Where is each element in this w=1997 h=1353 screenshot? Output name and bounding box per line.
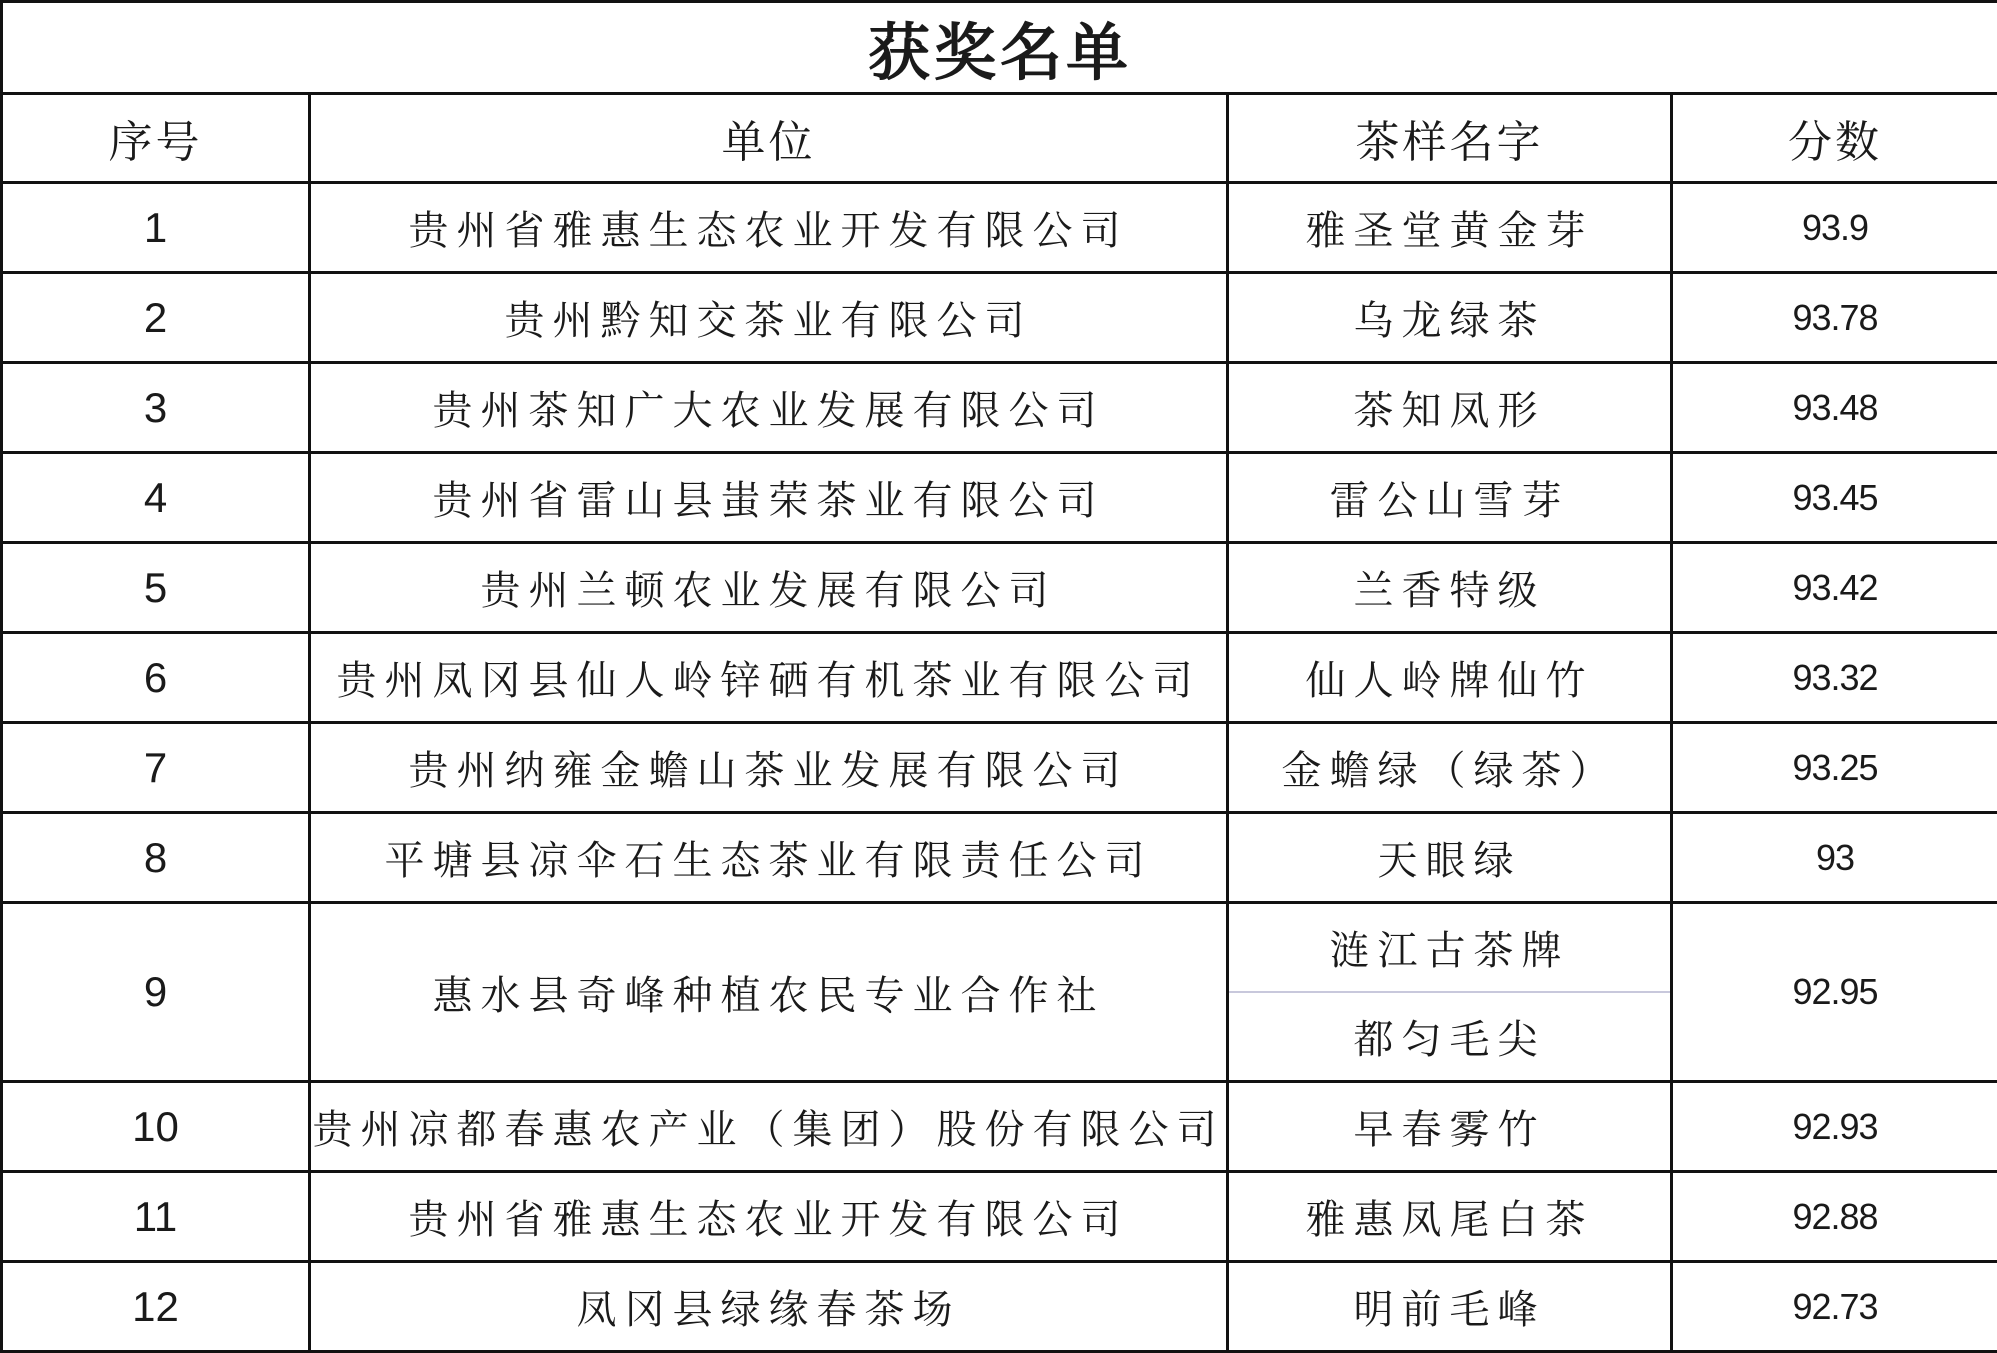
table-body — [2, 183, 1997, 1352]
cell-sample: 雅惠凤尾白茶 — [1228, 1172, 1672, 1262]
header-row — [2, 94, 1997, 183]
cell-sample: 天眼绿 — [1228, 813, 1672, 903]
cell-index: 4 — [2, 453, 310, 543]
cell-index: 3 — [2, 363, 310, 453]
cell-score: 93 — [1672, 813, 1997, 903]
cell-sample: 明前毛峰 — [1228, 1262, 1672, 1352]
cell-index: 10 — [2, 1082, 310, 1172]
cell-index: 7 — [2, 723, 310, 813]
cell-sample: 金蟾绿（绿茶） — [1228, 723, 1672, 813]
cell-unit: 贵州省雅惠生态农业开发有限公司 — [310, 1172, 1228, 1262]
cell-score: 93.48 — [1672, 363, 1997, 453]
cell-sample: 乌龙绿茶 — [1228, 273, 1672, 363]
cell-score: 93.25 — [1672, 723, 1997, 813]
cell-unit: 贵州凤冈县仙人岭锌硒有机茶业有限公司 — [310, 633, 1228, 723]
table-row — [2, 723, 1997, 813]
column-header-index: 序号 — [2, 94, 310, 183]
table-row — [2, 273, 1997, 363]
table-row — [2, 183, 1997, 273]
cell-score: 93.9 — [1672, 183, 1997, 273]
cell-sample: 兰香特级 — [1228, 543, 1672, 633]
sheet-title: 获奖名单 — [2, 2, 1997, 94]
cell-score: 92.93 — [1672, 1082, 1997, 1172]
cell-sample: 雷公山雪芽 — [1228, 453, 1672, 543]
table-row — [2, 813, 1997, 903]
cell-score: 93.45 — [1672, 453, 1997, 543]
cell-unit: 贵州纳雍金蟾山茶业发展有限公司 — [310, 723, 1228, 813]
cell-index: 11 — [2, 1172, 310, 1262]
cell-index: 1 — [2, 183, 310, 273]
cell-index: 6 — [2, 633, 310, 723]
cell-sample: 都匀毛尖 — [1228, 992, 1672, 1082]
table-row — [2, 1262, 1997, 1352]
table-row — [2, 1172, 1997, 1262]
column-header-sample: 茶样名字 — [1228, 94, 1672, 183]
cell-unit: 贵州茶知广大农业发展有限公司 — [310, 363, 1228, 453]
cell-unit: 平塘县凉伞石生态茶业有限责任公司 — [310, 813, 1228, 903]
table-row — [2, 543, 1997, 633]
cell-unit: 惠水县奇峰种植农民专业合作社 — [310, 903, 1228, 1082]
cell-score: 93.32 — [1672, 633, 1997, 723]
cell-score: 93.78 — [1672, 273, 1997, 363]
cell-unit: 贵州省雅惠生态农业开发有限公司 — [310, 183, 1228, 273]
cell-index: 2 — [2, 273, 310, 363]
cell-score: 93.42 — [1672, 543, 1997, 633]
cell-unit: 凤冈县绿缘春茶场 — [310, 1262, 1228, 1352]
cell-sample: 仙人岭牌仙竹 — [1228, 633, 1672, 723]
cell-unit: 贵州黔知交茶业有限公司 — [310, 273, 1228, 363]
table-row — [2, 453, 1997, 543]
column-header-unit: 单位 — [310, 94, 1228, 183]
cell-index: 9 — [2, 903, 310, 1082]
cell-sample: 茶知凤形 — [1228, 363, 1672, 453]
table-row — [2, 903, 1997, 993]
table-row — [2, 363, 1997, 453]
cell-unit: 贵州兰顿农业发展有限公司 — [310, 543, 1228, 633]
cell-unit: 贵州凉都春惠农产业（集团）股份有限公司 — [310, 1082, 1228, 1172]
cell-index: 5 — [2, 543, 310, 633]
title-row — [2, 2, 1997, 94]
cell-sample: 涟江古茶牌 — [1228, 903, 1672, 993]
cell-index: 8 — [2, 813, 310, 903]
table-row — [2, 1082, 1997, 1172]
table-row — [2, 633, 1997, 723]
cell-unit: 贵州省雷山县蚩荣茶业有限公司 — [310, 453, 1228, 543]
cell-score: 92.95 — [1672, 903, 1997, 1082]
cell-sample: 雅圣堂黄金芽 — [1228, 183, 1672, 273]
column-header-score: 分数 — [1672, 94, 1997, 183]
cell-index: 12 — [2, 1262, 310, 1352]
cell-score: 92.73 — [1672, 1262, 1997, 1352]
cell-score: 92.88 — [1672, 1172, 1997, 1262]
cell-sample: 早春雾竹 — [1228, 1082, 1672, 1172]
